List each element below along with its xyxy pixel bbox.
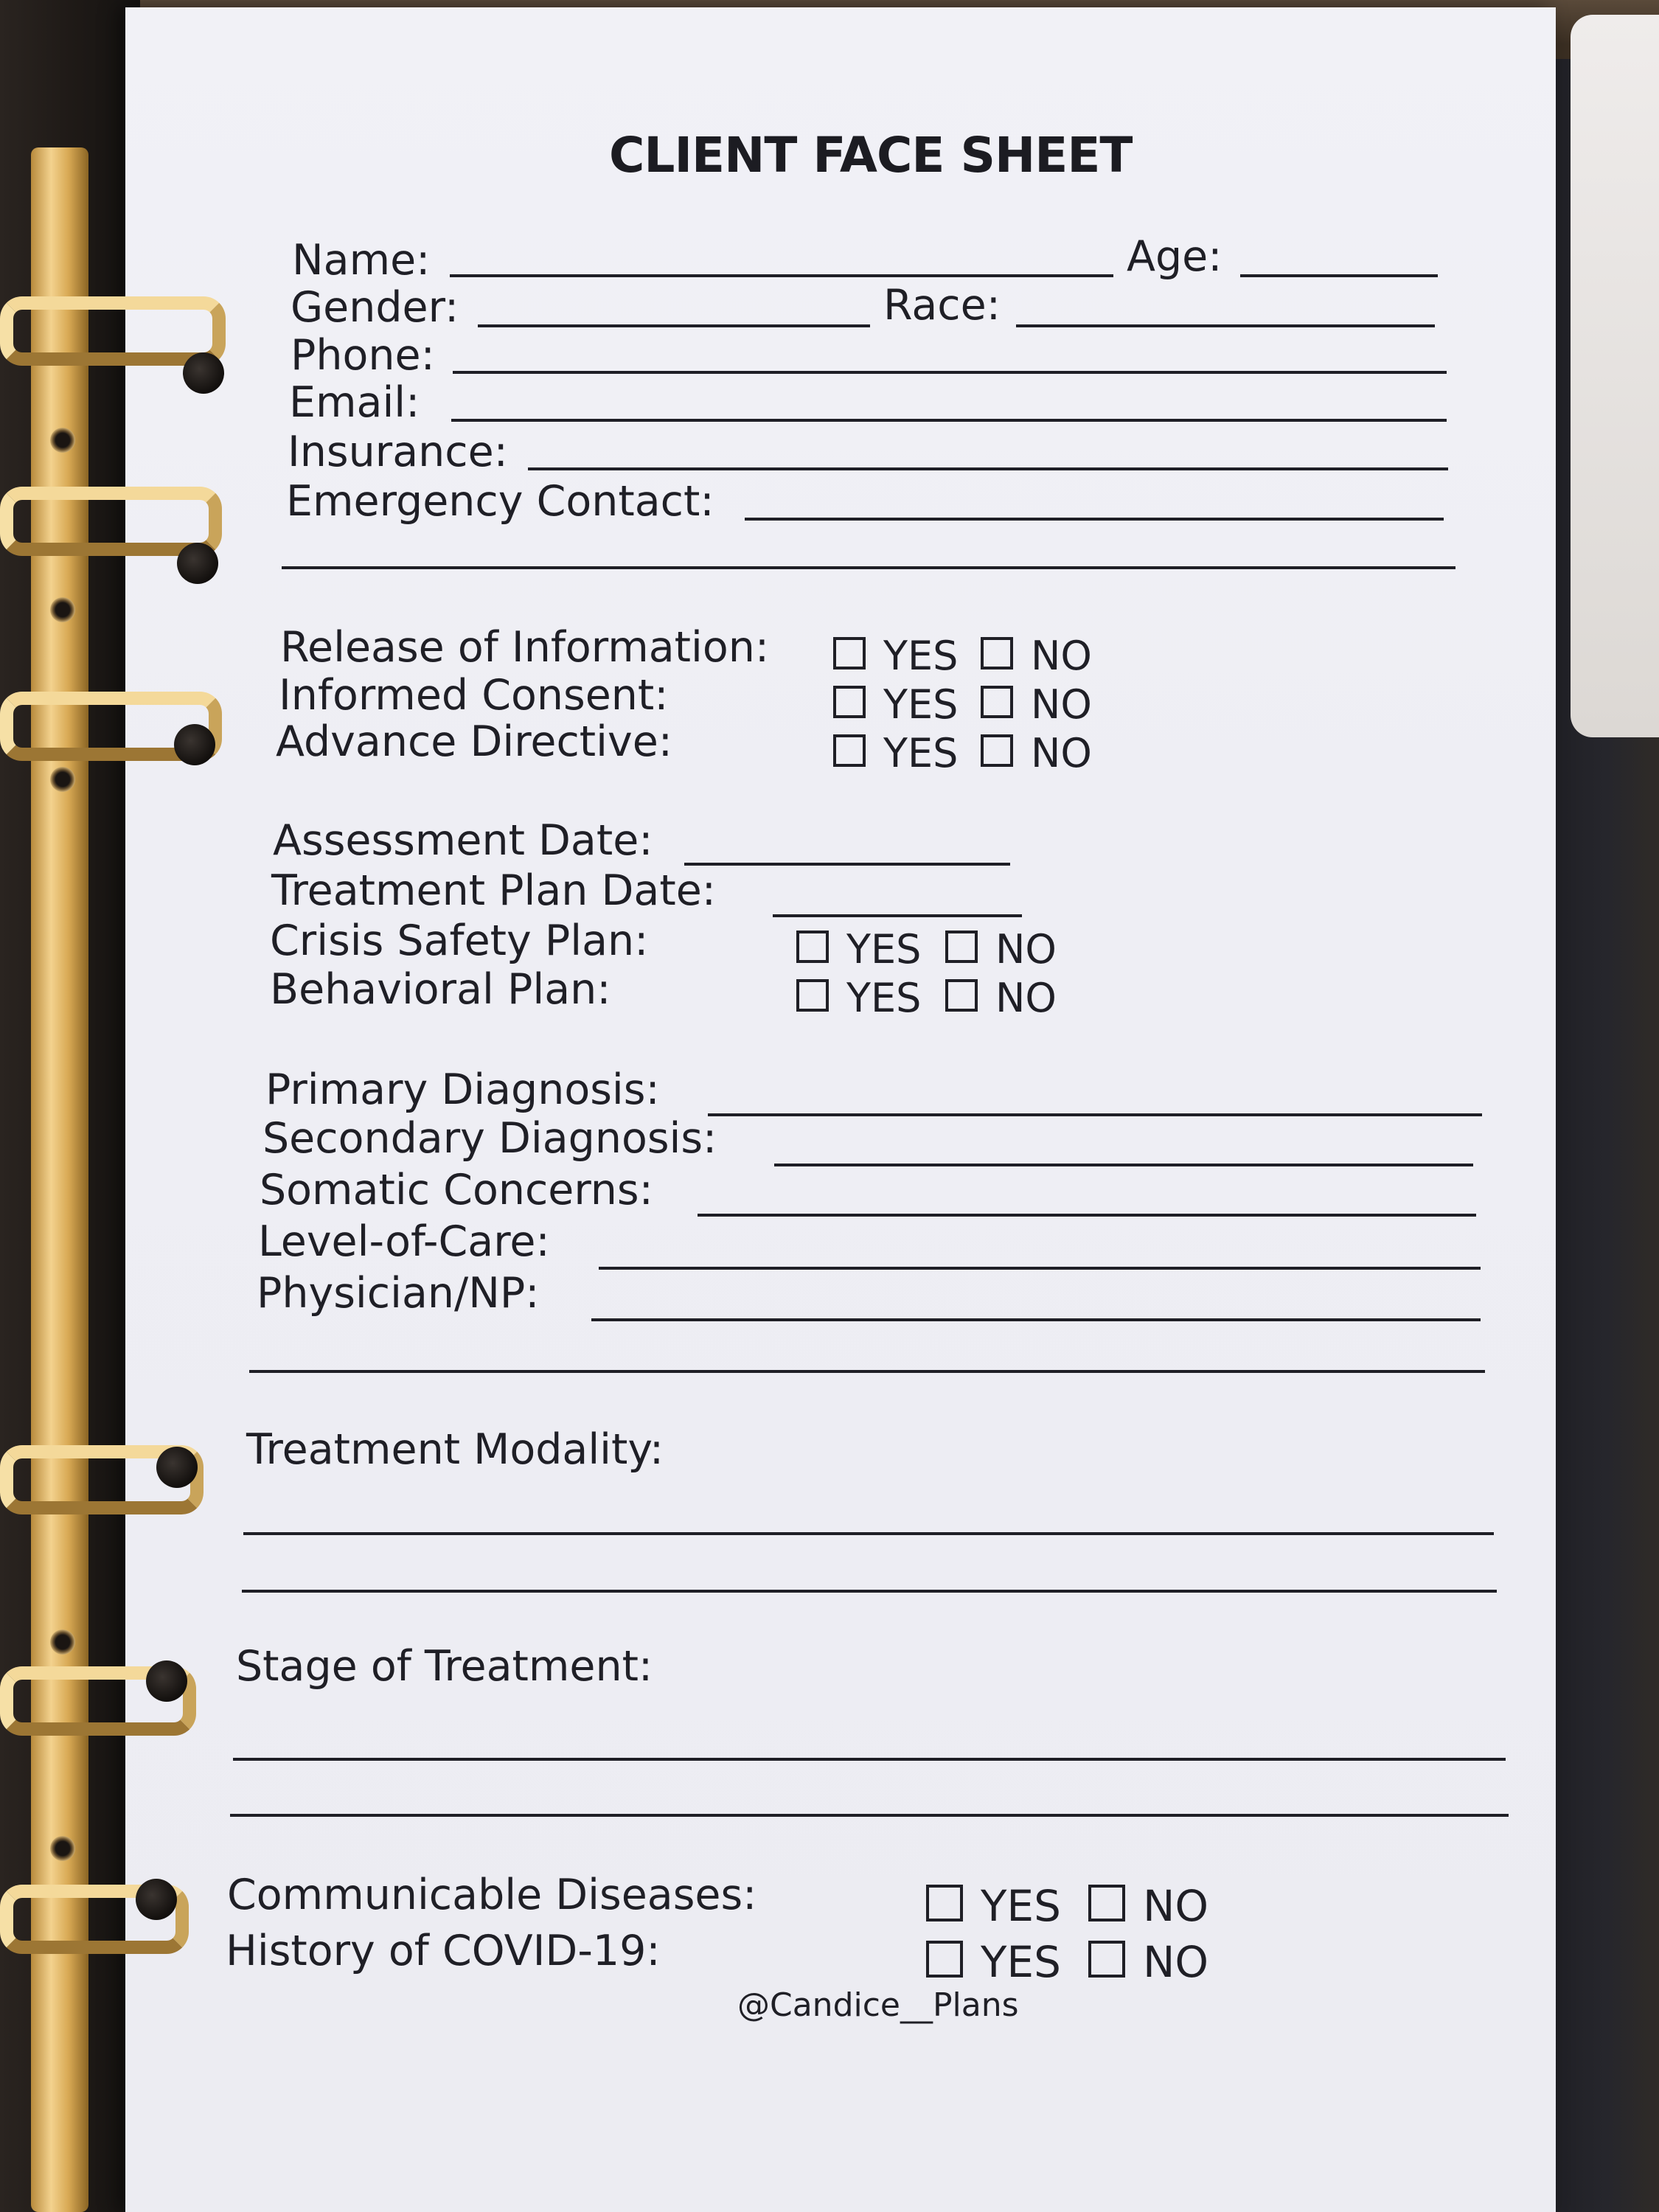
release-yes-label: YES bbox=[883, 633, 959, 679]
insurance-field[interactable] bbox=[528, 467, 1448, 470]
crisis-yes-label: YES bbox=[846, 926, 922, 973]
directive-no-checkbox[interactable] bbox=[981, 734, 1013, 767]
race-field[interactable] bbox=[1016, 324, 1435, 327]
crisis-yes-checkbox[interactable] bbox=[796, 931, 829, 963]
release-of-information-label: Release of Information: bbox=[280, 623, 770, 672]
binder-ring-end bbox=[183, 352, 224, 394]
name-field[interactable] bbox=[450, 274, 1113, 277]
insurance-label: Insurance: bbox=[288, 428, 508, 476]
binder-ring-end bbox=[177, 543, 218, 584]
communicable-diseases-label: Communicable Diseases: bbox=[227, 1871, 757, 1919]
binder-ring-end bbox=[156, 1447, 198, 1488]
covid-no-label: NO bbox=[1143, 1937, 1209, 1987]
physician-np-field-2[interactable] bbox=[249, 1370, 1485, 1373]
secondary-diagnosis-field[interactable] bbox=[774, 1164, 1473, 1166]
gender-field[interactable] bbox=[478, 324, 870, 327]
communicable-no-checkbox[interactable] bbox=[1088, 1885, 1125, 1921]
directive-yes-label: YES bbox=[883, 730, 959, 776]
history-covid-label: History of COVID-19: bbox=[226, 1927, 661, 1975]
directive-yes-checkbox[interactable] bbox=[833, 734, 866, 767]
form-title: CLIENT FACE SHEET bbox=[609, 127, 1133, 184]
release-yes-checkbox[interactable] bbox=[833, 637, 866, 669]
primary-diagnosis-field[interactable] bbox=[708, 1113, 1482, 1116]
crisis-safety-plan-label: Crisis Safety Plan: bbox=[270, 917, 649, 965]
age-label: Age: bbox=[1127, 232, 1222, 281]
behavioral-no-checkbox[interactable] bbox=[945, 979, 978, 1012]
behavioral-yes-checkbox[interactable] bbox=[796, 979, 829, 1012]
gender-label: Gender: bbox=[291, 283, 459, 332]
consent-no-checkbox[interactable] bbox=[981, 686, 1013, 718]
emergency-contact-field-2[interactable] bbox=[282, 566, 1455, 569]
binder-rivet bbox=[50, 597, 75, 622]
stage-of-treatment-field[interactable] bbox=[233, 1758, 1506, 1761]
crisis-no-checkbox[interactable] bbox=[945, 931, 978, 963]
primary-diagnosis-label: Primary Diagnosis: bbox=[265, 1065, 660, 1114]
emergency-contact-field[interactable] bbox=[745, 518, 1444, 521]
somatic-concerns-field[interactable] bbox=[698, 1214, 1476, 1217]
secondary-diagnosis-label: Secondary Diagnosis: bbox=[262, 1114, 717, 1163]
binder-ring-end bbox=[136, 1879, 177, 1920]
treatment-modality-field[interactable] bbox=[243, 1532, 1494, 1535]
advance-directive-label: Advance Directive: bbox=[276, 717, 672, 766]
binder-rivet bbox=[50, 1836, 75, 1861]
name-label: Name: bbox=[292, 236, 431, 285]
level-of-care-label: Level-of-Care: bbox=[258, 1217, 550, 1266]
release-no-checkbox[interactable] bbox=[981, 637, 1013, 669]
stage-of-treatment-label: Stage of Treatment: bbox=[236, 1642, 653, 1691]
treatment-plan-date-label: Treatment Plan Date: bbox=[271, 866, 716, 915]
treatment-plan-date-field[interactable] bbox=[773, 914, 1022, 917]
stage-of-treatment-field-2[interactable] bbox=[230, 1814, 1509, 1817]
emergency-contact-label: Emergency Contact: bbox=[286, 477, 714, 526]
phone-label: Phone: bbox=[291, 331, 435, 380]
crisis-no-label: NO bbox=[995, 926, 1057, 973]
consent-yes-checkbox[interactable] bbox=[833, 686, 866, 718]
communicable-yes-checkbox[interactable] bbox=[926, 1885, 963, 1921]
directive-no-label: NO bbox=[1031, 730, 1092, 776]
binder-ring-end bbox=[146, 1660, 187, 1702]
treatment-modality-label: Treatment Modality: bbox=[246, 1425, 664, 1474]
covid-yes-label: YES bbox=[981, 1937, 1061, 1987]
somatic-concerns-label: Somatic Concerns: bbox=[260, 1166, 653, 1214]
behavioral-plan-label: Behavioral Plan: bbox=[270, 965, 611, 1014]
assessment-date-field[interactable] bbox=[684, 863, 1010, 866]
consent-yes-label: YES bbox=[883, 681, 959, 728]
covid-no-checkbox[interactable] bbox=[1088, 1941, 1125, 1978]
planner-divider-tab bbox=[1571, 15, 1659, 737]
physician-np-field[interactable] bbox=[591, 1318, 1481, 1321]
binder-rivet bbox=[50, 1630, 75, 1655]
email-label: Email: bbox=[289, 378, 420, 427]
assessment-date-label: Assessment Date: bbox=[273, 816, 653, 865]
physician-np-label: Physician/NP: bbox=[257, 1269, 540, 1318]
phone-field[interactable] bbox=[453, 371, 1447, 374]
covid-yes-checkbox[interactable] bbox=[926, 1941, 963, 1978]
behavioral-no-label: NO bbox=[995, 975, 1057, 1021]
level-of-care-field[interactable] bbox=[599, 1267, 1481, 1270]
release-no-label: NO bbox=[1031, 633, 1092, 679]
treatment-modality-field-2[interactable] bbox=[242, 1590, 1497, 1593]
binder-rivet bbox=[50, 428, 75, 453]
age-field[interactable] bbox=[1240, 274, 1438, 277]
consent-no-label: NO bbox=[1031, 681, 1092, 728]
binder-rivet bbox=[50, 767, 75, 792]
behavioral-yes-label: YES bbox=[846, 975, 922, 1021]
communicable-yes-label: YES bbox=[981, 1881, 1061, 1931]
binder-ring-end bbox=[174, 724, 215, 765]
footer-handle: @Candice__Plans bbox=[737, 1986, 1019, 2024]
race-label: Race: bbox=[883, 281, 1001, 330]
email-field[interactable] bbox=[451, 419, 1447, 422]
communicable-no-label: NO bbox=[1143, 1881, 1209, 1931]
informed-consent-label: Informed Consent: bbox=[279, 671, 669, 720]
